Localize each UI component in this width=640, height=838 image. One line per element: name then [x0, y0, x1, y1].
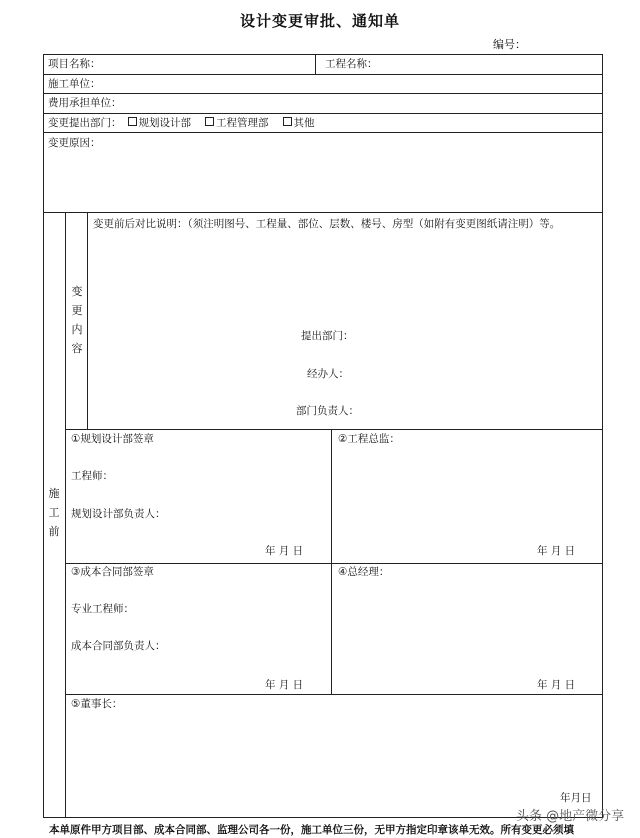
footer-note: 本单原件甲方项目部、成本合同部、监理公司各一份，施工单位三份，无甲方指定印章该单无效。所有变更必须填 — [49, 824, 574, 836]
checkbox-engineering[interactable] — [205, 117, 214, 126]
rule-6 — [65, 429, 603, 430]
proposer-dept-label: 提出部门： — [301, 330, 354, 342]
change-content-label: 变更内容 — [71, 285, 83, 355]
rule-4 — [43, 132, 603, 133]
option-other: 其他 — [293, 117, 315, 129]
date-chairman: 年月日 — [560, 792, 592, 804]
project-name-label: 项目名称： — [48, 58, 101, 70]
divider-side-label — [65, 212, 66, 818]
change-approval-form — [43, 54, 603, 818]
option-engineering: 工程管理部 — [216, 117, 269, 129]
engineer-label: 工程师： — [71, 470, 113, 482]
chairman-label: ⑤董事长： — [71, 698, 123, 710]
divider-content-label — [87, 212, 88, 429]
date-planning: 年 月 日 — [265, 545, 304, 557]
planning-head-label: 规划设计部负责人： — [71, 508, 166, 520]
cost-head-label: 成本合同部负责人： — [71, 640, 166, 652]
dept-head-label: 部门负责人： — [296, 405, 359, 417]
date-cost: 年 月 日 — [265, 679, 304, 691]
specialist-engineer-label: 专业工程师： — [71, 603, 134, 615]
change-reason-label: 变更原因： — [48, 137, 101, 149]
rule-8 — [65, 694, 603, 695]
general-manager-label: ④总经理： — [338, 566, 390, 578]
comparison-note: 变更前后对比说明：（须注明图号、工程量、部位、层数、楼号、房型（如附有变更图纸请注明）等。 — [93, 218, 561, 230]
form-title: 设计变更审批、通知单 — [239, 12, 400, 30]
department-row — [48, 116, 315, 130]
work-name-label: 工程名称： — [325, 58, 378, 70]
department-label: 变更提出部门： — [48, 117, 122, 129]
cost-stamp-label: ③成本合同部签章 — [71, 566, 154, 578]
rule-1 — [43, 74, 603, 75]
watermark: 头条 @地产微分享 — [516, 809, 625, 824]
rule-7 — [65, 563, 603, 564]
date-general-manager: 年 月 日 — [537, 679, 576, 691]
chief-engineer-label: ②工程总监： — [338, 433, 400, 445]
rule-5 — [43, 212, 603, 213]
checkbox-planning[interactable] — [128, 117, 137, 126]
date-chief-engineer: 年 月 日 — [537, 545, 576, 557]
checkbox-other[interactable] — [283, 117, 292, 126]
side-label-before-construction: 施工前 — [48, 487, 60, 538]
handler-label: 经办人： — [307, 368, 349, 380]
serial-number-label: 编号： — [493, 38, 526, 51]
option-planning: 规划设计部 — [138, 117, 191, 129]
rule-2 — [43, 93, 603, 94]
rule-3 — [43, 113, 603, 114]
constructor-label: 施工单位： — [48, 78, 101, 90]
divider-project-work — [315, 54, 316, 74]
divider-approvals — [331, 429, 332, 694]
cost-bearer-label: 费用承担单位： — [48, 97, 122, 109]
planning-stamp-label: ①规划设计部签章 — [71, 433, 154, 445]
